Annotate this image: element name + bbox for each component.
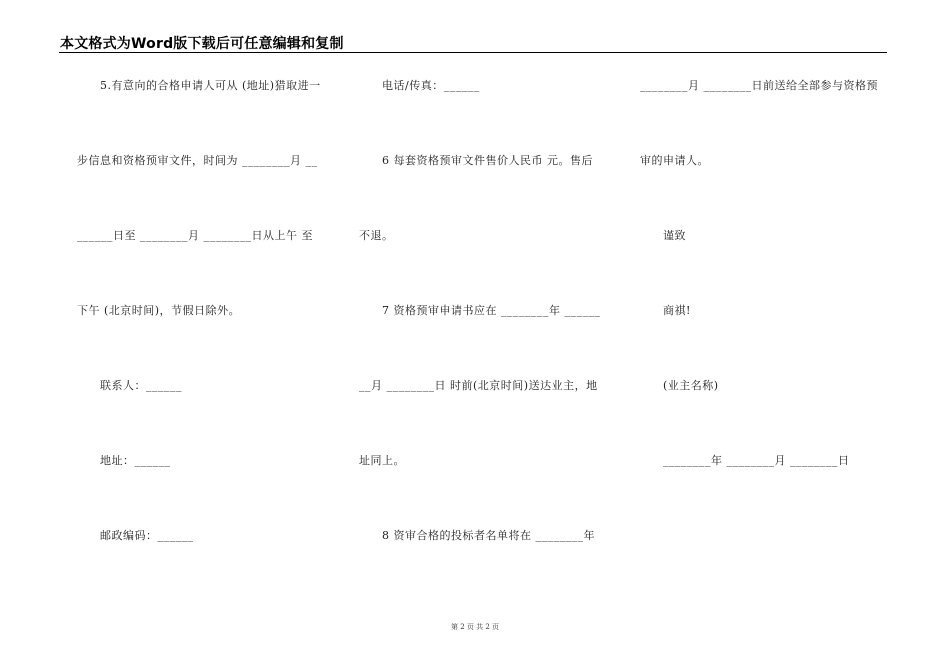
column-1-line: 下午 (北京时间)，节假日除外。 <box>77 304 241 317</box>
column-2-line: 7 资格预审申请书应在 ________年 ______ <box>382 304 601 317</box>
column-3-line: 谨致 <box>663 229 686 242</box>
column-1-line: 5.有意向的合格申请人可从 (地址)猎取进一 <box>100 79 321 92</box>
column-3-line: 审的申请人。 <box>640 154 709 167</box>
column-2-line: 电话/传真：______ <box>382 79 480 92</box>
column-2-line: 址同上。 <box>359 454 405 467</box>
header-divider <box>59 52 887 53</box>
column-1-line: 地址：______ <box>100 454 171 467</box>
column-1-line: 邮政编码：______ <box>100 529 194 542</box>
column-2-line: 8 资审合格的投标者名单将在 ________年 <box>382 529 595 542</box>
column-1-line: 步信息和资格预审文件，时间为 ________月 __ <box>77 154 318 167</box>
column-2-line: 不退。 <box>359 229 394 242</box>
column-3-line: ________月 ________日前送给全部参与资格预 <box>640 79 878 92</box>
column-2-line: 6 每套资格预审文件售价人民币 元。售后 <box>382 154 593 167</box>
column-3-line: ________年 ________月 ________日 <box>663 454 850 467</box>
column-1-line: ______日至 ________月 ________日从上午 至 <box>77 229 313 242</box>
page-title: 本文格式为Word版下载后可任意编辑和复制 <box>60 36 344 52</box>
column-2-line: __月 ________日 时前(北京时间)送达业主，地 <box>359 379 598 392</box>
column-3-line: 商祺! <box>663 304 691 317</box>
page-footer: 第 2 页 共 2 页 <box>450 623 500 631</box>
column-3-line: (业主名称) <box>663 379 719 392</box>
column-1-line: 联系人：______ <box>100 379 182 392</box>
